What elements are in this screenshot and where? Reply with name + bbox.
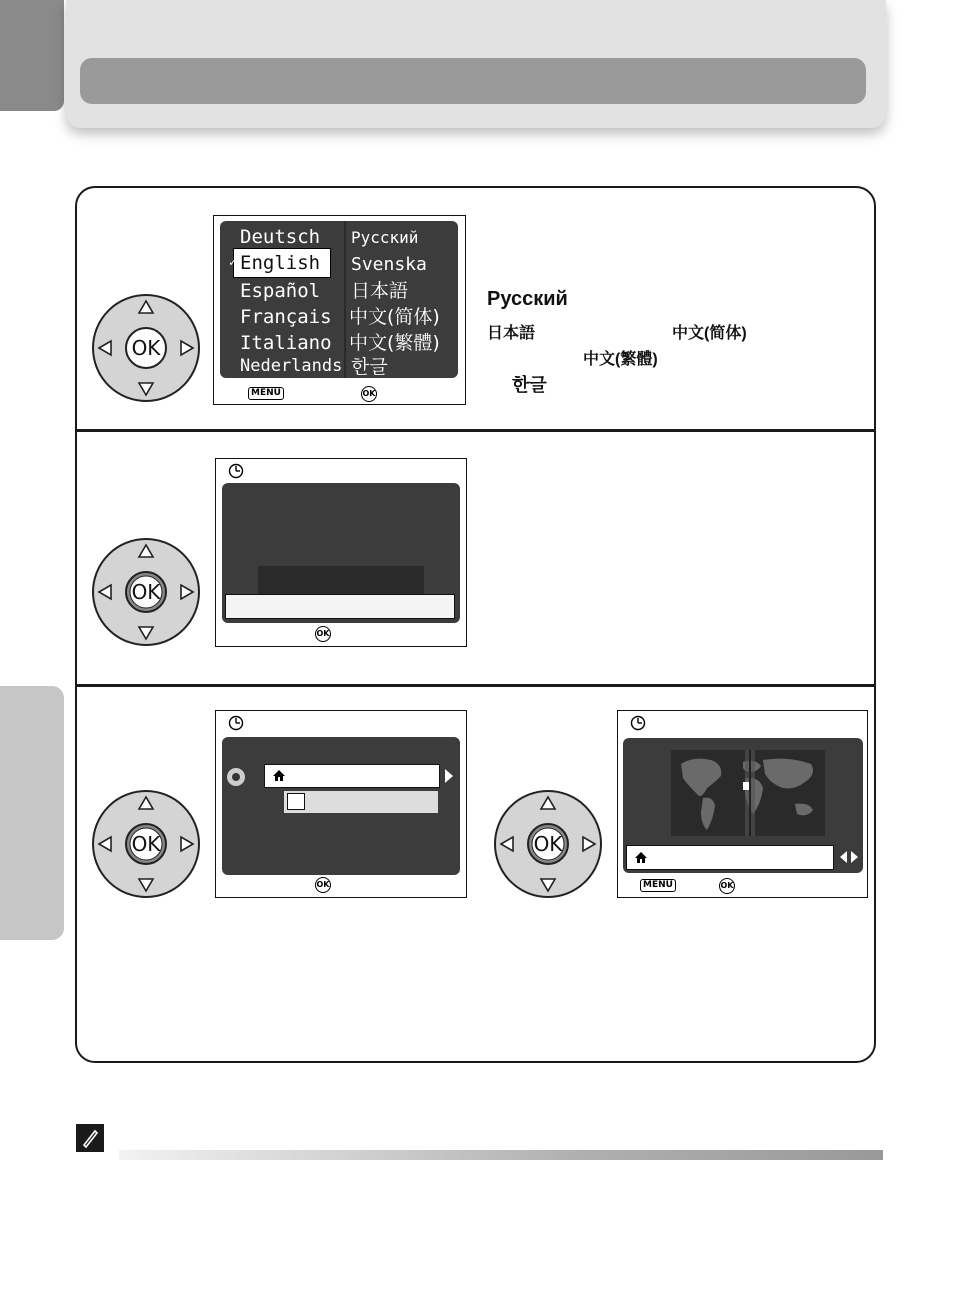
option-no[interactable] [258, 566, 424, 594]
radio-icon[interactable] [226, 767, 246, 787]
language-screen [213, 215, 466, 405]
chapter-tab [0, 0, 64, 111]
time-zone-list [222, 737, 460, 875]
column-divider [344, 221, 346, 378]
note-japanese: 日本語 [487, 325, 536, 342]
lang-japanese[interactable]: 日本語 [351, 280, 409, 302]
lang-english[interactable]: English [240, 252, 321, 274]
multi-selector-dial [91, 293, 201, 403]
lang-chinese-simplified[interactable]: 中文(简体) [349, 306, 440, 328]
lang-nederlands[interactable]: Nederlands [240, 356, 343, 376]
step-divider-1 [77, 429, 876, 432]
right-arrow-icon [444, 768, 454, 784]
lang-deutsch[interactable]: Deutsch [240, 226, 321, 248]
note-title-bar [119, 1150, 883, 1160]
svg-text:OK: OK [131, 832, 161, 856]
check-icon: ✓ [229, 255, 237, 269]
lang-korean[interactable]: 한글 [351, 356, 388, 378]
menu-button-icon: MENU [640, 879, 676, 892]
header-title-bar [80, 58, 866, 104]
multi-selector-dial-ok [91, 789, 201, 899]
note-chinese-traditional: 中文(繁體) [583, 351, 658, 368]
home-time-zone-row[interactable] [264, 764, 440, 788]
home-icon [634, 851, 648, 864]
home-zone-field[interactable] [626, 845, 834, 870]
time-zone-screen [215, 710, 467, 898]
pencil-note-icon [76, 1124, 104, 1152]
world-map-icon [671, 750, 825, 836]
svg-text:OK: OK [533, 832, 563, 856]
ok-button-icon: OK [361, 386, 377, 402]
ok-button-icon: OK [719, 878, 735, 894]
dial-ok-label: OK [131, 336, 161, 360]
left-right-arrows-icon [839, 850, 859, 864]
step-divider-2 [77, 684, 876, 687]
note-chinese-simplified: 中文(简体) [672, 325, 747, 342]
checkbox-icon[interactable] [287, 793, 305, 810]
multi-selector-dial-ok [91, 537, 201, 647]
map-panel [623, 738, 863, 873]
note-korean: 한글 [512, 375, 547, 395]
clock-icon [228, 463, 244, 479]
lang-russian[interactable]: Русский [351, 228, 419, 247]
lang-svenska[interactable]: Svenska [351, 254, 427, 275]
lang-espanol[interactable]: Español [240, 280, 321, 302]
language-list [220, 221, 458, 378]
side-section-tab [0, 686, 64, 940]
lang-chinese-traditional[interactable]: 中文(繁體) [349, 332, 440, 354]
ok-button-icon: OK [315, 877, 331, 893]
date-set-screen [215, 458, 467, 647]
note-russian: Русский [487, 288, 568, 310]
clock-icon [630, 715, 646, 731]
home-icon [272, 769, 286, 782]
ok-button-icon: OK [315, 626, 331, 642]
clock-icon [228, 715, 244, 731]
lang-italiano[interactable]: Italiano [240, 332, 332, 354]
date-prompt [222, 483, 460, 623]
lang-francais[interactable]: Français [240, 306, 332, 328]
travel-destination-row[interactable] [284, 791, 438, 813]
multi-selector-dial-ok [493, 789, 603, 899]
world-map-screen [617, 710, 868, 898]
option-yes[interactable] [225, 594, 455, 619]
menu-button-icon: MENU [248, 387, 284, 400]
svg-text:OK: OK [131, 580, 161, 604]
